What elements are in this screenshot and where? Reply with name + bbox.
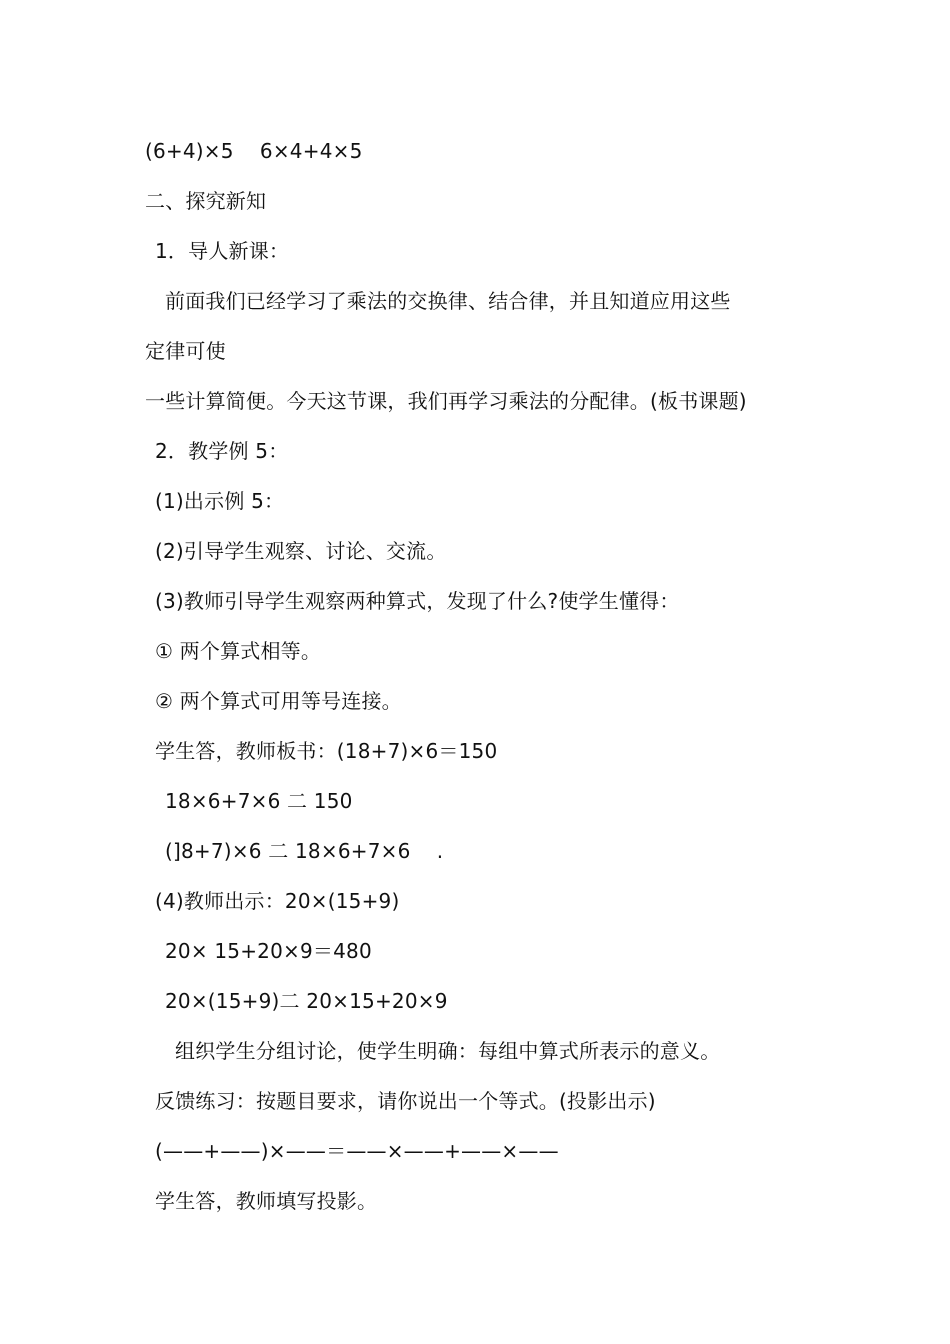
list-item: ① 两个算式相等。 <box>155 639 322 663</box>
formula-line: 20×(15+9)二 20×15+20×9 <box>165 989 448 1013</box>
formula-line: (——+——)×——＝——×——+——×—— <box>155 1139 559 1163</box>
section-heading: 二、探究新知 <box>145 189 267 213</box>
paragraph-line: 前面我们已经学习了乘法的交换律、结合律，并且知道应用这些 <box>165 289 731 313</box>
paragraph-line: 学生答，教师填写投影。 <box>155 1189 378 1213</box>
subsection-heading: 2．教学例 5： <box>155 439 289 463</box>
paragraph-line: 一些计算简便。今天这节课，我们再学习乘法的分配律。(板书课题) <box>145 389 747 413</box>
list-item: (4)教师出示：20×(15+9) <box>155 889 400 913</box>
list-item: ② 两个算式可用等号连接。 <box>155 689 402 713</box>
formula-line: 18×6+7×6 二 150 <box>165 789 353 813</box>
list-item: (1)出示例 5： <box>155 489 285 513</box>
formula-line: (6+4)×5 6×4+4×5 <box>145 139 363 163</box>
formula-line: (]8+7)×6 二 18×6+7×6 . <box>165 839 444 863</box>
formula-line: 20× 15+20×9＝480 <box>165 939 372 963</box>
board-line: 学生答，教师板书：(18+7)×6＝150 <box>155 739 498 763</box>
paragraph-line: 定律可使 <box>145 339 226 363</box>
list-item: (2)引导学生观察、讨论、交流。 <box>155 539 447 563</box>
paragraph-line: 组织学生分组讨论，使学生明确：每组中算式所表示的意义。 <box>175 1039 721 1063</box>
list-item: (3)教师引导学生观察两种算式，发现了什么?使学生懂得： <box>155 589 680 613</box>
subsection-heading: 1．导人新课： <box>155 239 290 263</box>
paragraph-line: 反馈练习：按题目要求，请你说出一个等式。(投影出示) <box>155 1089 656 1113</box>
